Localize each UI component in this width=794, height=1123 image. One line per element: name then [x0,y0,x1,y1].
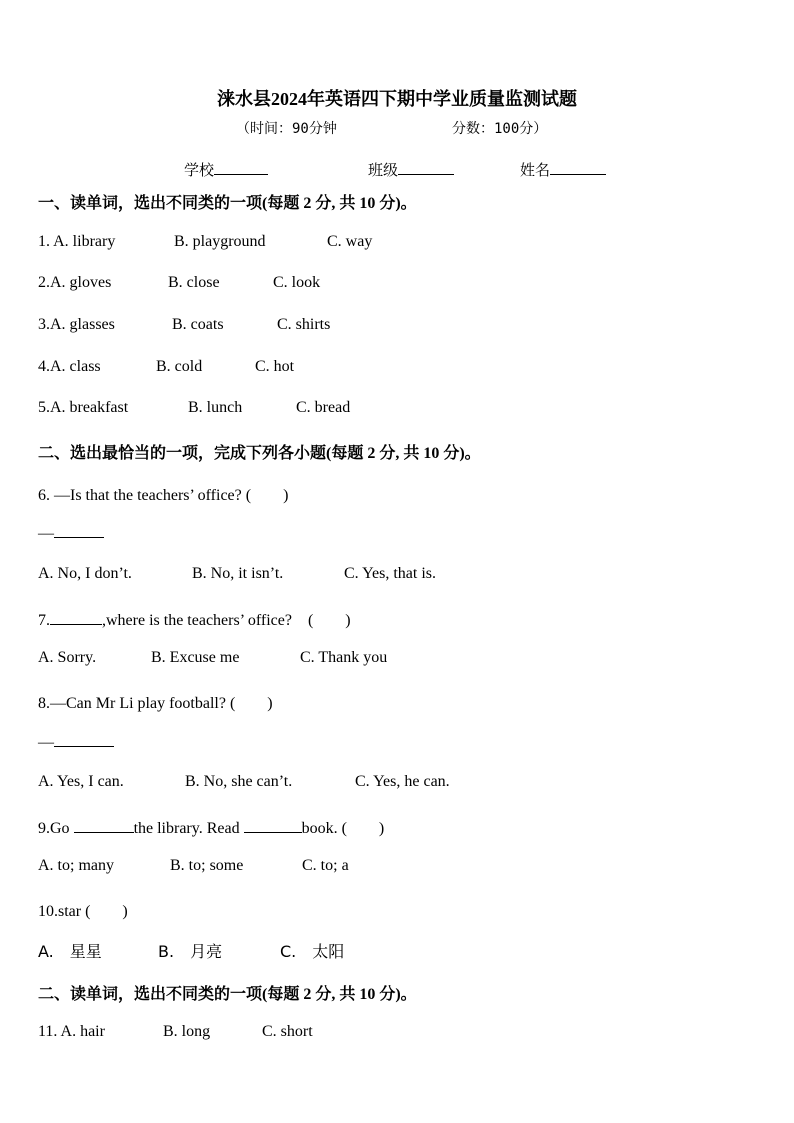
q11-option-b: B. long [163,1023,211,1040]
question-7-options [38,649,387,667]
name-label: 姓名 [520,161,551,179]
class-label: 班级 [368,161,399,179]
q7-stem-text: ,where is the teachers’ office? ( ) [102,612,351,629]
q3-option-b: B. coats [172,316,224,333]
q9-part-1: 9.Go [38,820,74,837]
name-blank[interactable] [550,160,606,175]
q7-number: 7. [38,612,50,629]
q2-option-b: B. close [168,274,220,291]
q7-option-c: C. Thank you [300,649,388,666]
question-5 [38,399,350,417]
q2-option-c: C. look [273,274,321,291]
class-blank[interactable] [398,160,454,175]
q10-option-a: A. 星星 [38,942,102,961]
q9-option-b: B. to; some [170,857,244,874]
q4-option-b: B. cold [156,358,203,375]
q9-option-c: C. to; a [302,857,349,874]
exam-time: （时间：90分钟 [236,121,337,137]
q3-option-c: C. shirts [277,316,331,333]
q5-option-b: B. lunch [188,399,243,416]
q6-option-a: A. No, I don’t. [38,565,132,582]
question-11 [38,1023,313,1041]
q9-option-a: A. to; many [38,857,114,874]
exam-score: 分数：100分） [452,121,548,137]
question-1 [38,233,372,251]
q2-option-a: 2.A. gloves [38,274,112,291]
question-8-stem: 8.—Can Mr Li play football? ( ) [38,695,273,712]
q5-option-c: C. bread [296,399,351,416]
section-3-heading: 二、读单词，选出不同类的一项(每题 2 分, 共 10 分)。 [38,986,417,1003]
q7-option-b: B. Excuse me [151,649,240,666]
q8-option-b: B. No, she can’t. [185,773,293,790]
section-2-heading: 二、选出最恰当的一项，完成下列各小题(每题 2 分, 共 10 分)。 [38,445,481,462]
q8-option-c: C. Yes, he can. [355,773,450,790]
question-6-reply [38,523,104,543]
q9-blank-1[interactable] [74,818,134,833]
q11-option-c: C. short [262,1023,313,1040]
section-1-heading: 一、读单词，选出不同类的一项(每题 2 分, 共 10 分)。 [38,195,417,212]
q5-option-a: 5.A. breakfast [38,399,129,416]
q3-option-a: 3.A. glasses [38,316,115,333]
q9-blank-2[interactable] [244,818,302,833]
q9-part-3: book. ( ) [301,820,385,837]
q8-dash: — [38,734,54,751]
question-6-options [38,565,436,583]
q6-option-c: C. Yes, that is. [344,565,437,582]
question-2 [38,274,320,292]
question-3 [38,316,330,334]
q6-option-b: B. No, it isn’t. [192,565,284,582]
q10-option-b: B. 月亮 [158,942,223,961]
q4-option-c: C. hot [255,358,295,375]
question-8-reply [38,732,114,752]
q7-option-a: A. Sorry. [38,649,97,666]
page-title: 涞水县2024年英语四下期中学业质量监测试题 [217,89,577,109]
school-label: 学校 [184,161,215,179]
name-field [520,159,606,180]
q8-option-a: A. Yes, I can. [38,773,124,790]
q1-option-b: B. playground [174,233,266,250]
question-10-options [38,939,344,962]
q6-answer-blank[interactable] [54,523,104,538]
q1-option-c: C. way [327,233,373,250]
school-field [184,159,268,180]
school-blank[interactable] [214,160,268,175]
question-8-options [38,773,450,791]
question-9-stem [38,815,384,838]
question-6-stem: 6. —Is that the teachers’ office? ( ) [38,487,289,504]
q11-option-a: 11. A. hair [38,1023,105,1040]
q8-answer-blank[interactable] [54,732,114,747]
question-9-options [38,857,349,875]
question-7-stem [38,607,351,630]
question-10-stem: 10.star ( ) [38,903,128,920]
q1-option-a: 1. A. library [38,233,116,250]
q10-option-c: C. 太阳 [280,942,345,961]
q7-answer-blank[interactable] [50,610,102,625]
class-field [368,159,454,180]
q4-option-a: 4.A. class [38,358,101,375]
q9-part-2: the library. Read [133,820,244,837]
q6-dash: — [38,525,54,542]
question-4 [38,358,294,376]
